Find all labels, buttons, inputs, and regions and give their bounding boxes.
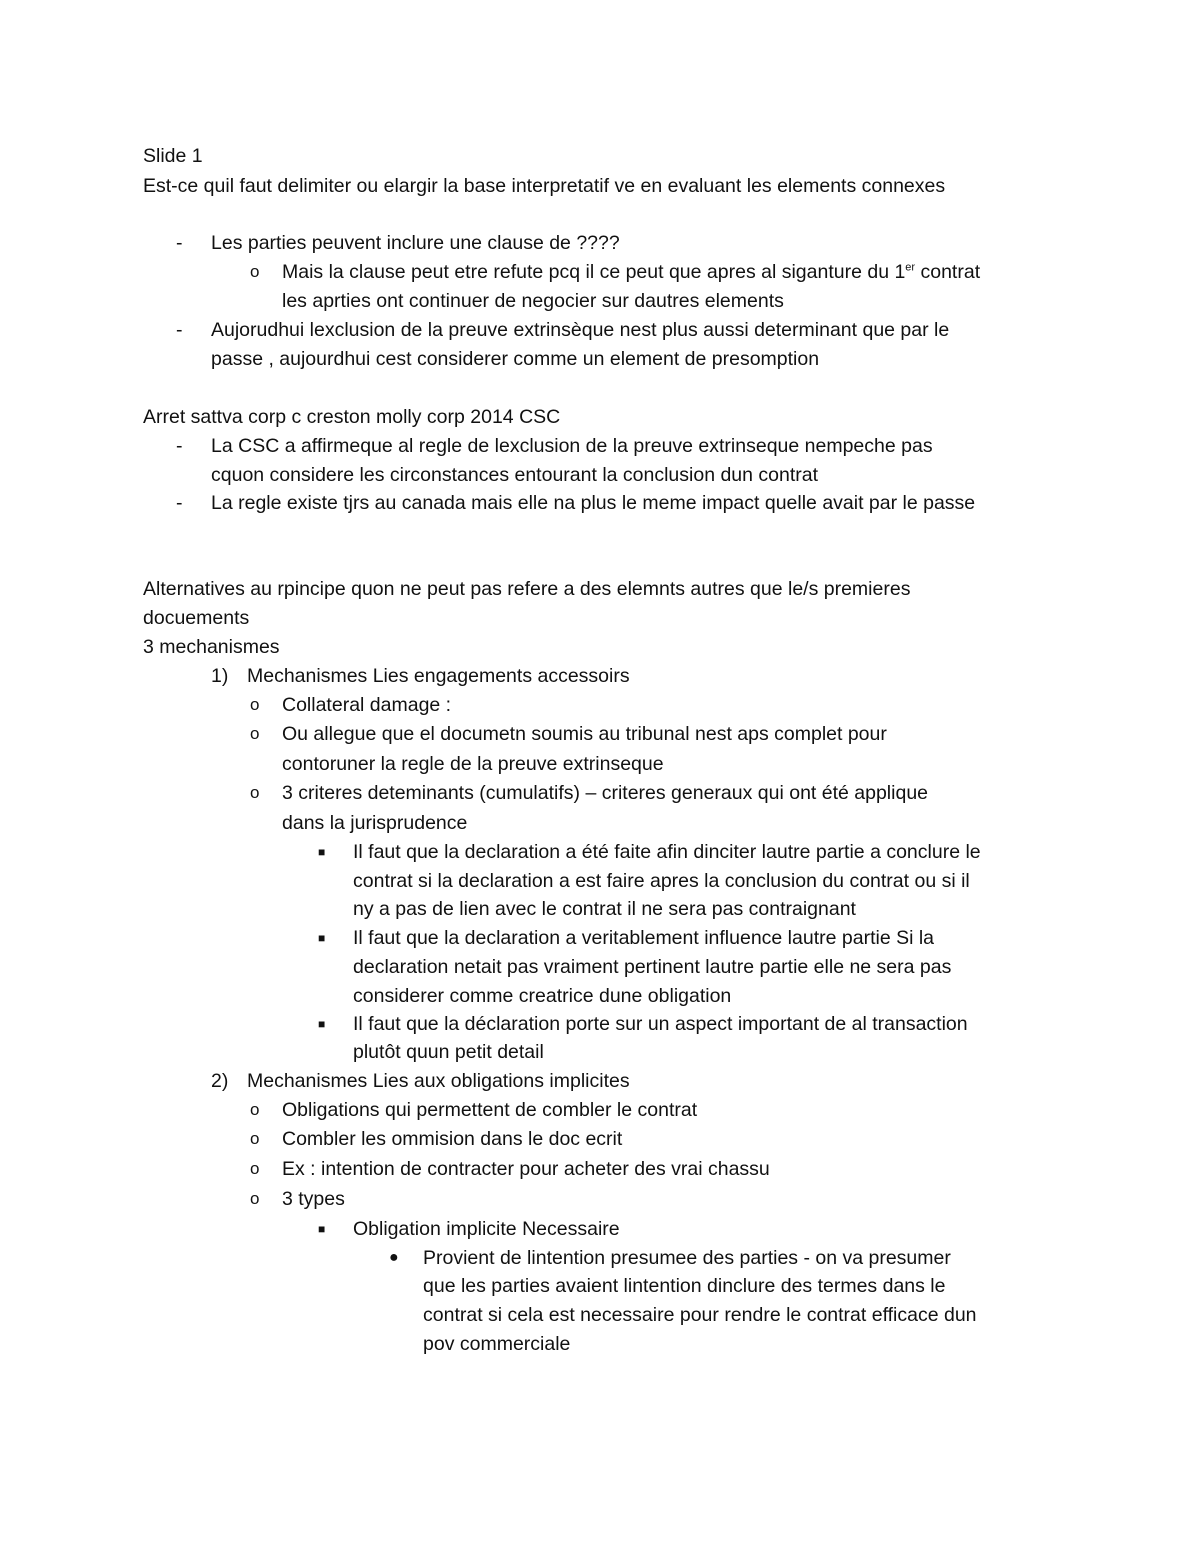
list-item-continued: considerer comme creatrice dune obligation xyxy=(353,985,732,1007)
list-item: Combler les ommision dans le doc ecrit xyxy=(282,1128,623,1150)
list-item: Obligations qui permettent de combler le contrat xyxy=(282,1099,698,1121)
paragraph: Alternatives au rpincipe quon ne peut pas refere a des elemnts autres que le/s premieres xyxy=(143,578,911,600)
list-item-continued: contrat si cela est necessaire pour rendre le contrat efficace dun xyxy=(423,1304,977,1326)
square-marker: ■ xyxy=(318,1222,326,1236)
list-item-continued: dans la jurisprudence xyxy=(282,812,468,834)
dash-marker: - xyxy=(176,492,183,514)
circle-marker: o xyxy=(250,1189,260,1208)
list-item: Les parties peuvent inclure une clause de ???? xyxy=(211,232,620,254)
list-item: Obligation implicite Necessaire xyxy=(353,1218,620,1240)
list-item-continued: plutôt quun petit detail xyxy=(353,1041,544,1063)
list-item: Aujorudhui lexclusion de la preuve extrinsèque nest plus aussi determinant que par le xyxy=(211,319,950,341)
circle-marker: o xyxy=(250,1129,260,1148)
numbered-item: Mechanismes Lies engagements accessoirs xyxy=(247,665,630,687)
paragraph-continued: docuements xyxy=(143,607,250,629)
bullet-marker: ● xyxy=(389,1249,399,1266)
square-marker: ■ xyxy=(318,931,326,945)
list-item-continued: les aprties ont continuer de negocier sur dautres elements xyxy=(282,290,784,312)
list-item: Collateral damage : xyxy=(282,694,452,716)
dash-marker: - xyxy=(176,319,183,341)
list-item-continued: passe , aujourdhui cest considerer comme un element de presomption xyxy=(211,348,820,370)
square-marker: ■ xyxy=(318,1017,326,1031)
circle-marker: o xyxy=(250,262,260,281)
square-marker: ■ xyxy=(318,845,326,859)
circle-marker: o xyxy=(250,724,260,743)
circle-marker: o xyxy=(250,1159,260,1178)
list-item-continued: cquon considere les circonstances entourant la conclusion dun contrat xyxy=(211,464,819,486)
list-item: Il faut que la declaration a été faite afin dinciter lautre partie a conclure le xyxy=(353,841,981,863)
list-item: 3 types xyxy=(282,1188,345,1210)
list-item: Mais la clause peut etre refute pcq il ce peut que apres al siganture du 1er contrat xyxy=(282,261,981,283)
list-item: 3 criteres deteminants (cumulatifs) – criteres generaux qui ont été applique xyxy=(282,782,929,804)
dash-marker: - xyxy=(176,232,183,254)
list-item: La regle existe tjrs au canada mais elle na plus le meme impact quelle avait par le passe xyxy=(211,492,976,514)
superscript: er xyxy=(905,261,916,274)
slide-title: Slide 1 xyxy=(143,145,203,167)
list-item: Provient de lintention presumee des parties - on va presumer xyxy=(423,1247,951,1269)
list-item-continued: ny a pas de lien avec le contrat il ne sera pas contraignant xyxy=(353,898,856,920)
list-item: Il faut que la déclaration porte sur un aspect important de al transaction xyxy=(353,1013,968,1035)
intro-question: Est-ce quil faut delimiter ou elargir la base interpretatif ve en evaluant les elements connexes xyxy=(143,175,946,197)
circle-marker: o xyxy=(250,1100,260,1119)
section-heading: 3 mechanismes xyxy=(143,636,280,658)
list-item: La CSC a affirmeque al regle de lexclusion de la preuve extrinseque nempeche pas xyxy=(211,435,933,457)
circle-marker: o xyxy=(250,783,260,802)
circle-marker: o xyxy=(250,695,260,714)
case-title: Arret sattva corp c creston molly corp 2014 CSC xyxy=(143,406,561,428)
list-item-continued: contrat si la declaration a est faire apres la conclusion du contrat ou si il xyxy=(353,870,970,892)
list-item-continued: pov commerciale xyxy=(423,1333,571,1355)
list-item: Ex : intention de contracter pour acheter des vrai chassu xyxy=(282,1158,770,1180)
list-item-continued: declaration netait pas vraiment pertinent lautre partie elle ne sera pas xyxy=(353,956,952,978)
list-item: Il faut que la declaration a veritablement influence lautre partie Si la xyxy=(353,927,935,949)
list-item: Ou allegue que el documetn soumis au tribunal nest aps complet pour xyxy=(282,723,887,745)
dash-marker: - xyxy=(176,435,183,457)
list-item-continued: contoruner la regle de la preuve extrinseque xyxy=(282,753,664,775)
list-item-continued: que les parties avaient lintention dinclure des termes dans le xyxy=(423,1275,946,1297)
numbered-item: Mechanismes Lies aux obligations implicites xyxy=(247,1070,630,1092)
list-number: 2) xyxy=(211,1070,229,1092)
list-number: 1) xyxy=(211,665,229,687)
